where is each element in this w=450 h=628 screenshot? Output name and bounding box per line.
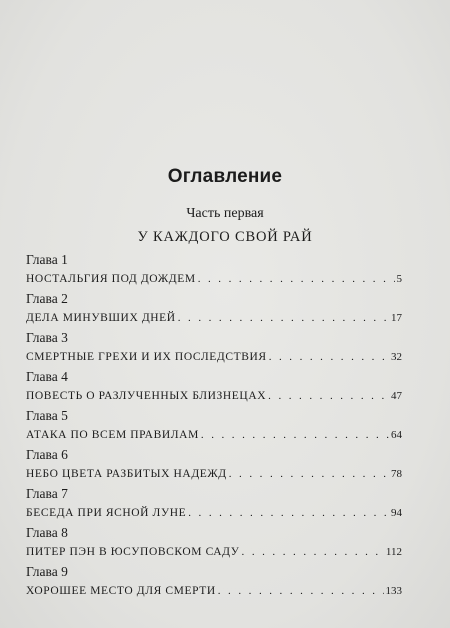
toc-line (26, 426, 402, 444)
chapter-title: СМЕРТНЫЕ ГРЕХИ И ИХ ПОСЛЕДСТВИЯ (26, 351, 267, 363)
page-number: 112 (385, 546, 402, 558)
toc-entry (26, 486, 402, 525)
page-number: 94 (391, 507, 402, 519)
dot-leader (229, 465, 389, 483)
chapter-label: Глава 6 (26, 447, 68, 462)
page-number: 78 (391, 468, 402, 480)
dot-leader (188, 504, 389, 522)
toc-line (26, 387, 402, 405)
chapter-label: Глава 2 (26, 291, 68, 306)
toc-entry (26, 564, 402, 603)
dot-leader (198, 270, 395, 288)
toc-entry (26, 291, 402, 330)
dot-leader (269, 348, 389, 366)
toc-entry (26, 330, 402, 369)
table-of-contents (26, 252, 402, 603)
dot-leader (201, 426, 389, 444)
dot-leader (268, 387, 389, 405)
page-number: 47 (391, 390, 402, 402)
page-number: 133 (385, 585, 402, 597)
chapter-title: АТАКА ПО ВСЕМ ПРАВИЛАМ (26, 429, 199, 441)
chapter-label: Глава 9 (26, 564, 68, 579)
toc-entry (26, 525, 402, 564)
toc-entry (26, 408, 402, 447)
chapter-title: НОСТАЛЬГИЯ ПОД ДОЖДЕМ (26, 273, 196, 285)
page-title: Оглавление (167, 166, 283, 187)
chapter-title: ПОВЕСТЬ О РАЗЛУЧЕННЫХ БЛИЗНЕЦАХ (26, 390, 267, 402)
toc-line (26, 504, 402, 522)
chapter-title: БЕСЕДА ПРИ ЯСНОЙ ЛУНЕ (26, 507, 187, 519)
chapter-label: Глава 8 (26, 525, 68, 540)
chapter-title: ДЕЛА МИНУВШИХ ДНЕЙ (26, 312, 176, 324)
dot-leader (178, 309, 389, 327)
toc-entry (26, 252, 402, 291)
toc-line (26, 582, 402, 600)
part-label: Часть первая (186, 206, 264, 221)
page-number: 17 (391, 312, 402, 324)
toc-line (26, 465, 402, 483)
toc-line (26, 543, 402, 561)
toc-line (26, 309, 402, 327)
page-number: 32 (391, 351, 402, 363)
chapter-label: Глава 1 (26, 252, 68, 267)
toc-entry (26, 447, 402, 486)
chapter-label: Глава 5 (26, 408, 68, 423)
page-number: 5 (396, 273, 402, 285)
chapter-label: Глава 4 (26, 369, 68, 384)
toc-entry (26, 369, 402, 408)
dot-leader (218, 582, 384, 600)
page-number: 64 (391, 429, 402, 441)
chapter-label: Глава 7 (26, 486, 68, 501)
toc-line (26, 270, 402, 288)
dot-leader (242, 543, 384, 561)
toc-line (26, 348, 402, 366)
chapter-title: НЕБО ЦВЕТА РАЗБИТЫХ НАДЕЖД (26, 468, 227, 480)
part-title: У КАЖДОГО СВОЙ РАЙ (137, 229, 313, 245)
chapter-title: ХОРОШЕЕ МЕСТО ДЛЯ СМЕРТИ (26, 585, 216, 597)
chapter-title: ПИТЕР ПЭН В ЮСУПОВСКОМ САДУ (26, 546, 240, 558)
chapter-label: Глава 3 (26, 330, 68, 345)
